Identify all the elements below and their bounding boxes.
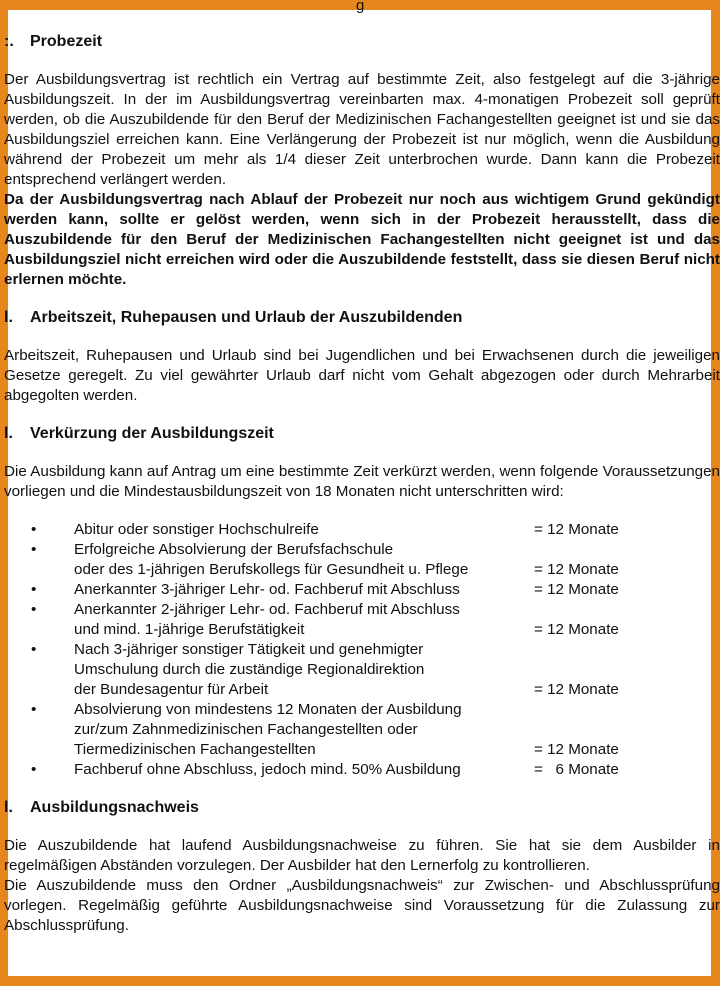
paragraph: Arbeitszeit, Ruhepausen und Urlaub sind bei Jugendlichen und bei Erwachsenen durch die jeweiligen Gesetze geregelt. Zu viel gewährter Urlaub darf nicht vom Gehalt abgezogen oder durch Mehrarbeit abgegolten werden.	[4, 347, 720, 404]
requirement-item	[4, 600, 720, 640]
requirement-item	[4, 580, 720, 600]
requirement-line: Absolvierung von mindestens 12 Monaten der Ausbildung	[74, 701, 462, 718]
bullet: •	[31, 641, 37, 658]
paragraph: Die Auszubildende hat laufend Ausbildungsnachweise zu führen. Sie hat sie dem Ausbilder in regelmäßigen Abständen vorzulegen. Der Ausbilder hat den Lernerfolg zu kontrollieren.	[4, 837, 720, 874]
requirement-line: Tiermedizinischen Fachangestellten	[74, 741, 316, 758]
requirement-line: Fachberuf ohne Abschluss, jedoch mind. 50% Ausbildung	[74, 761, 461, 778]
requirement-line: Anerkannter 3-jähriger Lehr- od. Fachberuf mit Abschluss	[74, 581, 460, 598]
bullet: •	[31, 541, 37, 558]
requirement-value: = 12 Monate	[534, 741, 619, 758]
requirement-line: und mind. 1-jährige Berufstätigkeit	[74, 621, 305, 638]
requirement-item	[4, 760, 720, 780]
section-title: Arbeitszeit, Ruhepausen und Urlaub der Auszubildenden	[30, 309, 463, 326]
requirement-line: zur/zum Zahnmedizinischen Fachangestellten oder	[74, 721, 418, 738]
document-content	[4, 0, 720, 954]
section-probezeit	[4, 32, 720, 290]
section-heading	[4, 308, 720, 328]
requirement-line: Abitur oder sonstiger Hochschulreife	[74, 521, 319, 538]
paragraph: Der Ausbildungsvertrag ist rechtlich ein Vertrag auf bestimmte Zeit, also festgelegt auf die 3-jährige Ausbildungszeit. In der im Ausbildungsvertrag vereinbarten max. 4-monatigen Probezeit soll geprüft werden, ob die Auszubildende für den Beruf der Medizinischen Fachangestellten geeignet ist und sie das Ausbildungsziel erreichen kann. Eine Verlängerung der Probezeit ist nur möglich, wenn die Ausbildung während der Probezeit um mehr als 1/4 dieser Zeit unterbrochen wurde. Dann kann die Probezeit entsprechend verlängert werden.	[4, 71, 720, 188]
bullet: •	[31, 701, 37, 718]
document-page	[4, 0, 720, 976]
requirement-line: Umschulung durch die zuständige Regionaldirektion	[74, 661, 425, 678]
section-heading	[4, 798, 720, 818]
requirement-line: Erfolgreiche Absolvierung der Berufsfachschule	[74, 541, 394, 558]
requirement-item	[4, 700, 720, 760]
requirement-item	[4, 520, 720, 540]
section-title: Ausbildungsnachweis	[30, 799, 199, 816]
bullet: •	[31, 521, 37, 538]
requirement-item	[4, 640, 720, 700]
bullet: •	[31, 581, 37, 598]
section-verkuerzung	[4, 424, 720, 780]
requirement-line: der Bundesagentur für Arbeit	[74, 681, 269, 698]
section-heading	[4, 32, 720, 52]
requirement-value: = 6 Monate	[534, 761, 619, 778]
requirement-value: = 12 Monate	[534, 681, 619, 698]
section-number: l.	[4, 799, 13, 816]
requirement-line: Anerkannter 2-jähriger Lehr- od. Fachberuf mit Abschluss	[74, 601, 460, 618]
requirement-value: = 12 Monate	[534, 581, 619, 598]
requirement-value: = 12 Monate	[534, 521, 619, 538]
bullet: •	[31, 761, 37, 778]
requirement-item	[4, 540, 720, 580]
section-title: Verkürzung der Ausbildungszeit	[30, 425, 274, 442]
requirement-value: = 12 Monate	[534, 621, 619, 638]
requirements-list	[4, 520, 720, 780]
requirement-line: Nach 3-jähriger sonstiger Tätigkeit und genehmigter	[74, 641, 424, 658]
section-number: :.	[4, 33, 14, 50]
section-number: l.	[4, 425, 13, 442]
section-arbeitszeit	[4, 308, 720, 406]
bold-paragraph: Da der Ausbildungsvertrag nach Ablauf der Probezeit nur noch aus wichtigem Grund gekündigt werden kann, sollte er gelöst werden, wenn sich in der Probezeit herausstellt, dass die Auszubildende für den Beruf der Medizinischen Fachangestellten nicht geeignet ist und das Ausbildungsziel nicht erreichen wird oder die Auszubildende feststellt, dass sie diesen Beruf nicht erlernen möchte.	[4, 191, 720, 288]
requirement-value: = 12 Monate	[534, 561, 619, 578]
bullet: •	[31, 601, 37, 618]
paragraph: Die Auszubildende muss den Ordner „Ausbildungsnachweis“ zur Zwischen- und Abschlussprüfung vorlegen. Regelmäßig geführte Ausbildungsnachweise sind Voraussetzung für die Zulassung zur Abschlussprüfung.	[4, 877, 720, 934]
paragraph: Die Ausbildung kann auf Antrag um eine bestimmte Zeit verkürzt werden, wenn folgende Voraussetzungen vorliegen und die Mindestausbildungszeit von 18 Monaten nicht unterschritten wird:	[4, 463, 720, 500]
section-heading	[4, 424, 720, 444]
top-fragment: g	[356, 0, 365, 14]
section-number: l.	[4, 309, 13, 326]
requirement-line: oder des 1-jährigen Berufskollegs für Gesundheit u. Pflege	[74, 561, 469, 578]
section-ausbildungsnachweis	[4, 798, 720, 936]
section-title: Probezeit	[30, 33, 103, 50]
